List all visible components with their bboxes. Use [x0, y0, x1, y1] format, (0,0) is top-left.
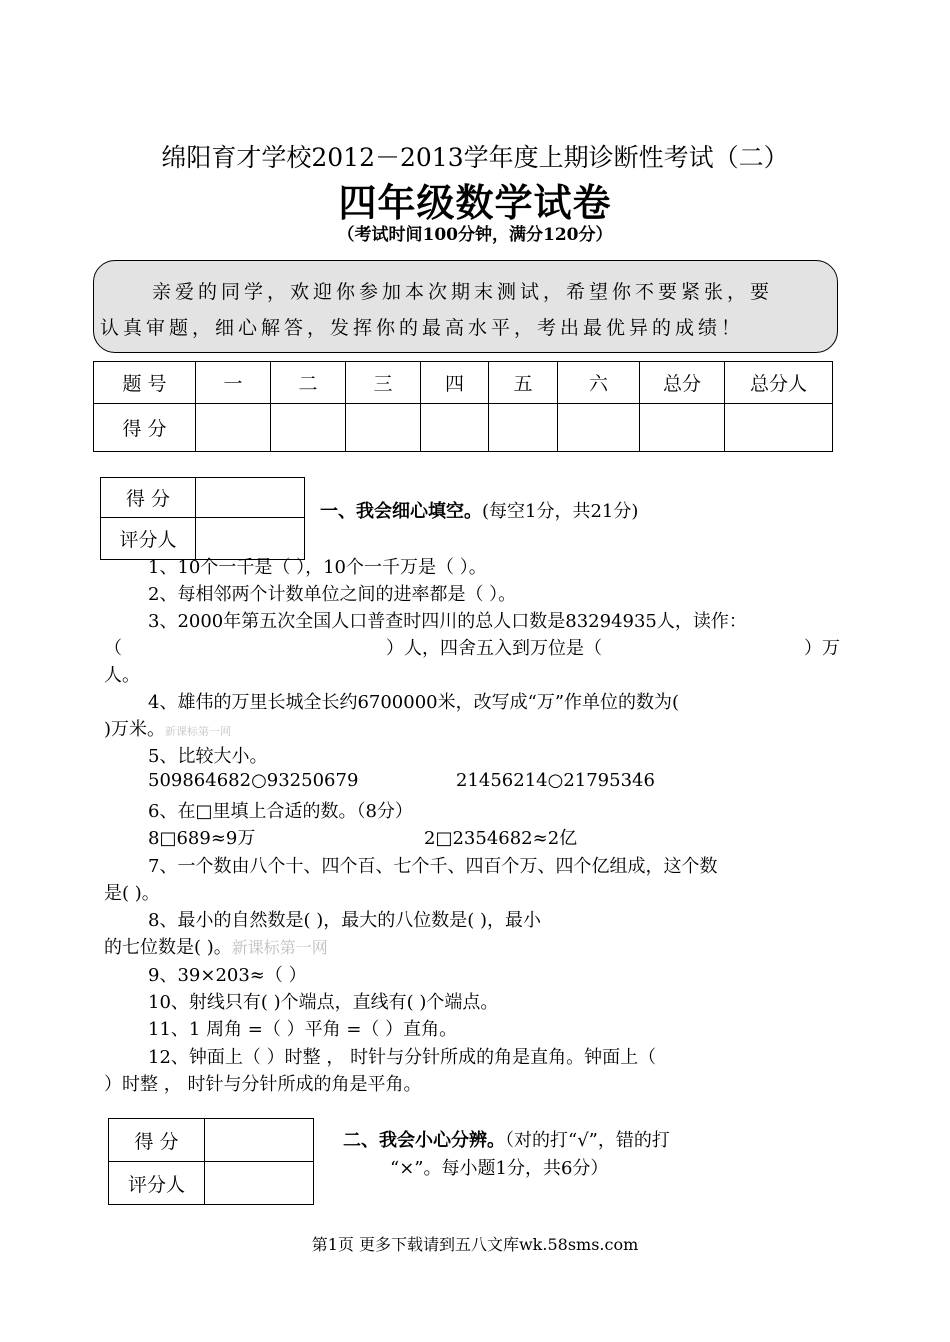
question-1: 1、10个一千是（ ），10个一千万是（ ）。 [148, 557, 487, 578]
question-12-tail: ）时整 ， 时针与分针所成的角是平角。 [104, 1074, 422, 1095]
score-table-header-row [94, 362, 833, 404]
grader-score-cell[interactable] [205, 1119, 314, 1162]
question-4: 4、雄伟的万里长城全长约6700000米，改写成“万”作单位的数为( [148, 692, 680, 713]
score-header-cell: 三 [346, 362, 421, 404]
question-5a: 509864682○93250679 [148, 770, 359, 791]
section-2-heading [343, 1126, 670, 1152]
score-cell[interactable] [558, 404, 640, 452]
question-8-tail [104, 933, 328, 959]
score-header-cell: 六 [558, 362, 640, 404]
question-9: 9、39×203≈（ ） [148, 965, 307, 986]
score-table [93, 361, 833, 452]
score-header-cell: 总分人 [725, 362, 833, 404]
page-footer: 第1页 更多下载请到五八文库wk.58sms.com [311, 1235, 639, 1254]
question-7-tail: 是( )。 [104, 883, 160, 904]
question-3-end: ）万 [804, 638, 840, 659]
score-header-cell: 二 [271, 362, 346, 404]
question-5b: 21456214○21795346 [456, 770, 655, 791]
score-cell[interactable] [489, 404, 558, 452]
score-cell[interactable] [271, 404, 346, 452]
section-1-heading [320, 497, 638, 523]
question-8: 8、最小的自然数是( )，最大的八位数是( )，最小 [148, 910, 541, 931]
score-header-cell: 总分 [640, 362, 725, 404]
intro-line-1: 亲爱的同学，欢迎你参加本次期末测试，希望你不要紧张，要 [152, 281, 774, 303]
question-5: 5、比较大小。 [148, 746, 268, 767]
page-title: 四年级数学试卷 [338, 180, 612, 225]
question-3-mid: ）人，四舍五入到万位是（ [386, 638, 602, 659]
question-3-tail: 人。 [104, 665, 140, 686]
question-3: 3、2000年第五次全国人口普查时四川的总人口数是83294935人，读作： [148, 611, 747, 632]
question-2: 2、每相邻两个计数单位之间的进率都是（ ）。 [148, 584, 517, 605]
question-3-blank-open: （ [104, 638, 122, 659]
score-table-row [94, 404, 833, 452]
grader-box-2 [108, 1118, 314, 1205]
grader-score-label: 得 分 [109, 1119, 205, 1162]
score-cell[interactable] [346, 404, 421, 452]
exam-info: （考试时间100分钟，满分120分） [337, 225, 613, 245]
watermark: 新课标第一网 [231, 938, 328, 957]
question-4-tail [104, 715, 231, 741]
score-header-cell: 一 [196, 362, 271, 404]
question-8-tail-text: 的七位数是( )。 [104, 937, 232, 958]
question-7: 7、一个数由八个十、四个百、七个千、四百个万、四个亿组成，这个数 [148, 856, 718, 877]
section-1-title: 一、我会细心填空。 [320, 501, 482, 522]
score-cell[interactable] [196, 404, 271, 452]
school-line: 绵阳育才学校2012－2013学年度上期诊断性考试（二） [161, 143, 789, 172]
question-4-tail-text: )万米。 [104, 719, 166, 740]
grader-cell[interactable] [205, 1162, 314, 1205]
section-1-note: (每空1分，共21分) [482, 501, 639, 522]
score-cell[interactable] [640, 404, 725, 452]
score-header-cell: 题 号 [94, 362, 196, 404]
question-6a: 8□689≈9万 [148, 828, 256, 849]
section-2-note: （对的打“√”，错的打 [505, 1130, 670, 1151]
question-6: 6、在□里填上合适的数。（8分） [148, 801, 413, 822]
question-10: 10、射线只有( )个端点，直线有( )个端点。 [148, 992, 499, 1013]
score-row-label: 得 分 [94, 404, 196, 452]
score-header-cell: 四 [421, 362, 489, 404]
watermark: 新课标第一网 [165, 725, 232, 738]
grader-label: 评分人 [109, 1162, 205, 1205]
score-header-cell: 五 [489, 362, 558, 404]
section-2-title: 二、我会小心分辨。 [343, 1130, 505, 1151]
question-11: 11、1 周角 =（ ）平角 =（ ）直角。 [148, 1019, 458, 1040]
grader-box-1 [100, 477, 305, 560]
score-cell[interactable] [725, 404, 833, 452]
section-2-note-line-2: “×”。每小题1分，共6分） [390, 1158, 609, 1179]
grader-score-label: 得 分 [101, 478, 196, 518]
intro-box [93, 260, 838, 353]
grader-score-cell[interactable] [196, 478, 305, 518]
question-12: 12、钟面上（ ）时整 ， 时针与分针所成的角是直角。钟面上（ [148, 1047, 657, 1068]
question-6b: 2□2354682≈2亿 [424, 828, 578, 849]
score-cell[interactable] [421, 404, 489, 452]
grader-label: 评分人 [101, 518, 196, 560]
intro-line-2: 认真审题，细心解答，发挥你的最高水平，考出最优异的成绩！ [100, 317, 745, 339]
